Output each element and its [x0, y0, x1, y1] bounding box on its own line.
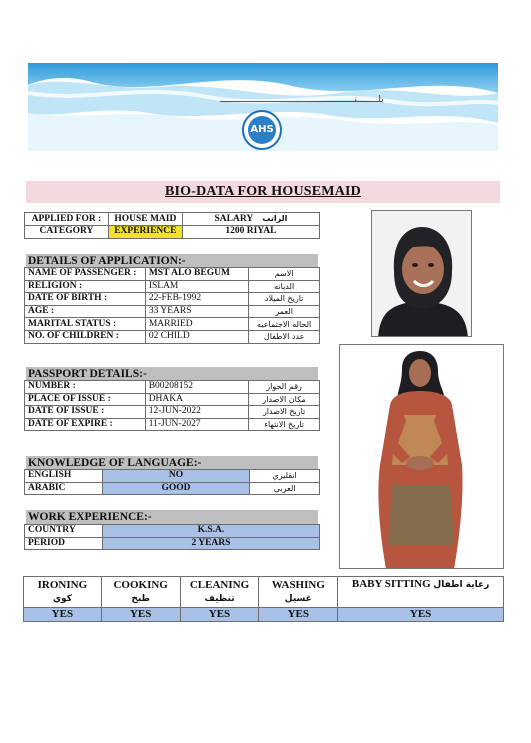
passport-label: DATE OF EXPIRE : — [25, 418, 146, 431]
language-table — [24, 469, 320, 495]
table-row — [25, 418, 320, 431]
experience-value: K.S.A. — [102, 525, 319, 538]
detail-label: RELIGION : — [25, 280, 146, 293]
language-label: ENGLISH — [25, 470, 103, 483]
passport-value: 11-JUN-2027 — [145, 418, 249, 431]
skill-cooking-value: YES — [101, 607, 180, 621]
skill-babysitting-ar-cell — [338, 592, 504, 607]
language-arabic: انقليزي — [250, 470, 320, 483]
section-heading-details: DETAILS OF APPLICATION:- — [26, 254, 318, 268]
detail-value: 02 CHILD — [145, 330, 248, 343]
skill-cooking-ar: طبخ — [101, 592, 180, 607]
agency-logo — [242, 110, 282, 150]
skill-babysitting-value: YES — [338, 607, 504, 621]
skills-table — [23, 576, 504, 622]
skill-babysitting-en: BABY SITTING — [351, 578, 431, 590]
salary-value: 1200 RIYAL — [182, 226, 319, 239]
detail-arabic: العمر — [249, 305, 320, 318]
logo-text: AHS — [248, 116, 276, 144]
table-row — [25, 525, 320, 538]
passport-arabic: مكان الاصدار — [249, 393, 320, 406]
detail-label: DATE OF BIRTH : — [25, 293, 146, 306]
skill-cooking-label: COOKING — [101, 577, 180, 593]
skill-babysitting-label — [338, 577, 504, 593]
table-row — [25, 482, 320, 495]
salary-label: SALARY — [214, 214, 253, 224]
skill-washing-value: YES — [259, 607, 338, 621]
table-row — [25, 280, 320, 293]
passport-arabic: تاريخ الانتهاء — [249, 418, 320, 431]
passport-label: NUMBER : — [25, 381, 146, 394]
passport-value: B00208152 — [145, 381, 249, 394]
detail-value: ISLAM — [145, 280, 248, 293]
skill-cleaning-ar: تنظيف — [180, 592, 259, 607]
table-row — [25, 330, 320, 343]
full-length-illustration — [340, 345, 504, 569]
skills-arabic-row — [24, 592, 504, 607]
detail-value: 33 YEARS — [145, 305, 248, 318]
table-row — [25, 305, 320, 318]
section-heading-experience: WORK EXPERIENCE:- — [26, 510, 318, 524]
document-title-band — [26, 181, 500, 203]
passport-value: DHAKA — [145, 393, 249, 406]
language-value: GOOD — [102, 482, 249, 495]
detail-value: MST ALO BEGUM — [145, 268, 248, 281]
applied-for-label: APPLIED FOR : — [25, 213, 109, 226]
experience-label: PERIOD — [25, 537, 103, 550]
passport-arabic: تاريخ الاصدار — [249, 406, 320, 419]
skill-washing-ar: غسيل — [259, 592, 338, 607]
skill-cleaning-label: CLEANING — [180, 577, 259, 593]
detail-arabic: تاريخ الميلاد — [249, 293, 320, 306]
detail-arabic: الحاله الاجتماعيه — [249, 318, 320, 331]
skill-ironing-label: IRONING — [24, 577, 102, 593]
detail-value: 22-FEB-1992 — [145, 293, 248, 306]
detail-arabic: عدد الاطفال — [249, 330, 320, 343]
passport-label: PLACE OF ISSUE : — [25, 393, 146, 406]
category-value: EXPERIENCE — [108, 226, 182, 239]
table-row — [25, 406, 320, 419]
salary-label-cell — [182, 213, 319, 226]
detail-label: MARITAL STATUS : — [25, 318, 146, 331]
table-row — [25, 381, 320, 394]
passport-table — [24, 380, 320, 431]
table-row — [25, 268, 320, 281]
detail-arabic: الاسم — [249, 268, 320, 281]
application-table — [24, 212, 320, 239]
language-label: ARABIC — [25, 482, 103, 495]
document-title: BIO-DATA FOR HOUSEMAID — [164, 184, 361, 199]
skill-ironing-ar: كوي — [24, 592, 102, 607]
table-row — [25, 293, 320, 306]
full-length-photo — [339, 344, 504, 569]
skill-cleaning-value: YES — [180, 607, 259, 621]
detail-label: AGE : — [25, 305, 146, 318]
experience-table — [24, 524, 320, 550]
table-row — [25, 537, 320, 550]
salary-label-arabic: الراتب — [262, 214, 288, 223]
details-table — [24, 267, 320, 344]
language-arabic: العربي — [250, 482, 320, 495]
experience-label: COUNTRY — [25, 525, 103, 538]
passport-label: DATE OF ISSUE : — [25, 406, 146, 419]
table-row — [25, 393, 320, 406]
skills-value-row — [24, 607, 504, 621]
passport-arabic: رقم الجواز — [249, 381, 320, 394]
skill-washing-label: WASHING — [259, 577, 338, 593]
skill-babysitting-ar: رعاية اطفال — [433, 580, 490, 590]
applied-for-value: HOUSE MAID — [108, 213, 182, 226]
table-row — [25, 226, 320, 239]
detail-arabic: الديانه — [249, 280, 320, 293]
detail-value: MARRIED — [145, 318, 248, 331]
portrait-illustration — [372, 211, 472, 337]
table-row — [25, 470, 320, 483]
portrait-photo — [371, 210, 472, 337]
category-label: CATEGORY — [25, 226, 109, 239]
logo-caption: بلــــــــنـــــــــــــــــــــــــــــــــــــــــــــــــــ — [220, 95, 384, 105]
detail-label: NO. OF CHILDREN : — [25, 330, 146, 343]
table-row — [25, 318, 320, 331]
experience-value: 2 YEARS — [102, 537, 319, 550]
table-row — [25, 213, 320, 226]
detail-label: NAME OF PASSENGER : — [25, 268, 146, 281]
skills-header-row — [24, 577, 504, 593]
skill-ironing-value: YES — [24, 607, 102, 621]
section-heading-passport: PASSPORT DETAILS:- — [26, 367, 318, 381]
section-heading-language: KNOWLEDGE OF LANGUAGE:- — [26, 456, 318, 470]
language-value: NO — [102, 470, 249, 483]
passport-value: 12-JUN-2022 — [145, 406, 249, 419]
